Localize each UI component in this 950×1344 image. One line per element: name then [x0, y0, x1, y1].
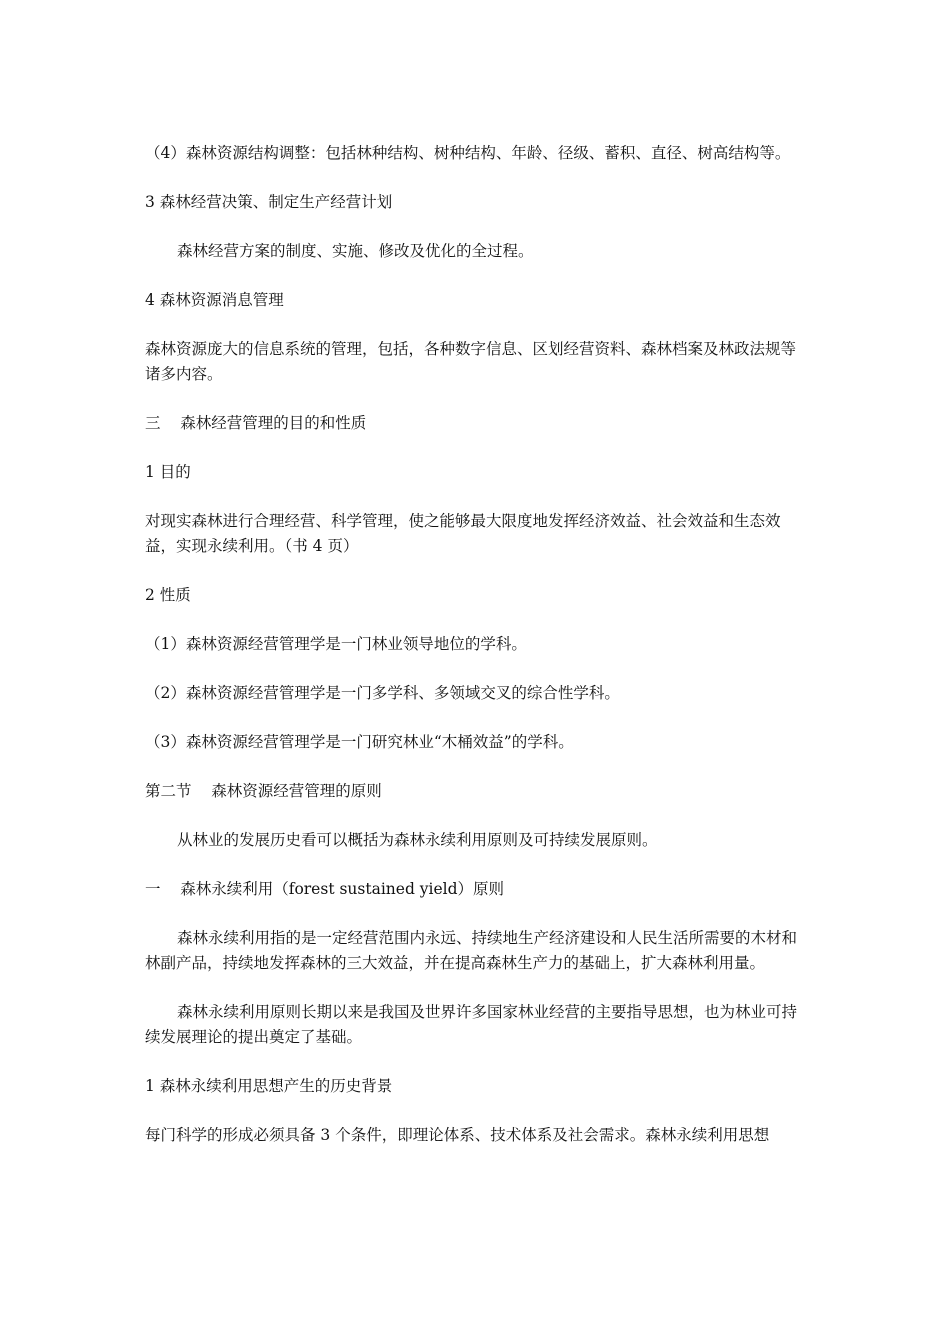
list-item-nature-1: （1）森林资源经营管理学是一门林业领导地位的学科。 [145, 635, 527, 653]
paragraph-information-system: 森林资源庞大的信息系统的管理，包括，各种数字信息、区划经营资料、森林档案及林政法规等诸多内容。 [145, 340, 797, 383]
paragraph-structure-adjustment: （4）森林资源结构调整：包括林种结构、树种结构、年龄、径级、蓄积、直径、树高结构等。 [145, 144, 791, 162]
heading-management-decision: 3 森林经营决策、制定生产经营计划 [145, 193, 393, 211]
chapter-section-heading: 第二节 森林资源经营管理的原则 [145, 782, 382, 800]
section-heading-purpose-nature: 三 森林经营管理的目的和性质 [145, 414, 367, 432]
list-item-nature-3: （3）森林资源经营管理学是一门研究林业“木桶效益”的学科。 [145, 733, 574, 751]
paragraph-sustained-yield-guidance: 森林永续利用原则长期以来是我国及世界许多国家林业经营的主要指导思想，也为林业可持续发展理论的提出奠定了基础。 [145, 1003, 798, 1046]
paragraph-science-conditions: 每门科学的形成必须具备 3 个条件，即理论体系、技术体系及社会需求。森林永续利用思想 [145, 1126, 770, 1144]
heading-purpose: 1 目的 [145, 463, 191, 481]
section-heading-sustained-yield: 一 森林永续利用（forest sustained yield）原则 [145, 880, 505, 898]
document-body [145, 141, 810, 1148]
list-item-nature-2: （2）森林资源经营管理学是一门多学科、多领域交叉的综合性学科。 [145, 684, 620, 702]
paragraph-principles-overview: 从林业的发展历史看可以概括为森林永续利用原则及可持续发展原则。 [177, 831, 658, 849]
heading-historical-background: 1 森林永续利用思想产生的历史背景 [145, 1077, 393, 1095]
paragraph-management-plan: 森林经营方案的制度、实施、修改及优化的全过程。 [177, 242, 534, 260]
paragraph-purpose: 对现实森林进行合理经营、科学管理，使之能够最大限度地发挥经济效益、社会效益和生态效益，实现永续利用。（书 4 页） [145, 512, 781, 555]
heading-nature: 2 性质 [145, 586, 191, 604]
heading-information-management: 4 森林资源消息管理 [145, 291, 284, 309]
paragraph-sustained-yield-definition: 森林永续利用指的是一定经营范围内永远、持续地生产经济建设和人民生活所需要的木材和林副产品，持续地发挥森林的三大效益，并在提高森林生产力的基础上，扩大森林利用量。 [145, 929, 798, 972]
